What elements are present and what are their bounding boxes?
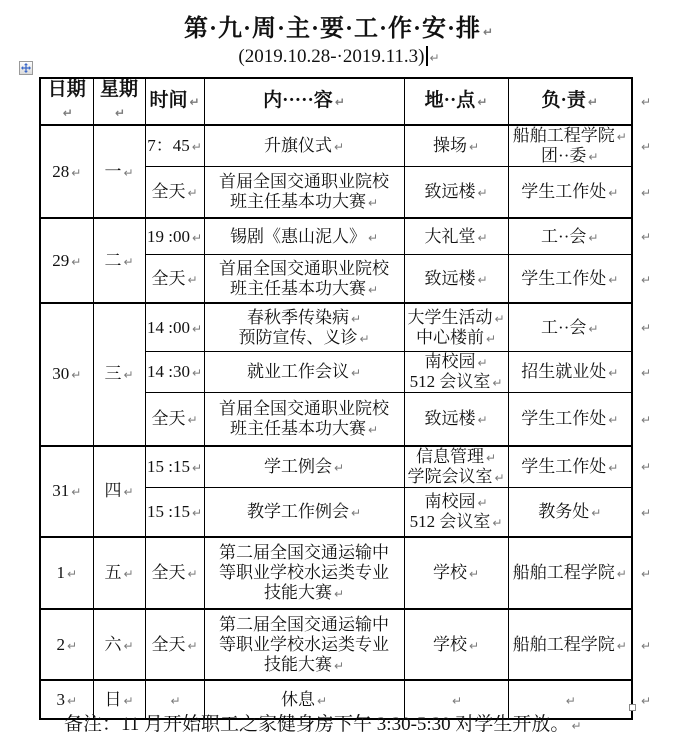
cell-owner[interactable]: 教务处 ↵ xyxy=(508,487,632,537)
header-cell-content[interactable]: 内·····容 ↵ xyxy=(204,78,404,125)
cell-weekday[interactable]: 二 ↵ xyxy=(93,218,145,303)
paragraph-end-mark: ↵ xyxy=(66,693,78,708)
cell-location[interactable]: 大礼堂 ↵ xyxy=(404,218,508,254)
cell-location[interactable]: 致远楼 ↵ xyxy=(404,166,508,218)
row-end-mark-cell xyxy=(632,125,676,167)
cell-content[interactable]: 教学工作例会 ↵ xyxy=(204,487,404,537)
paragraph-end-mark: ↵ xyxy=(641,321,652,336)
cell-owner[interactable]: 学生工作处 ↵ xyxy=(508,166,632,218)
cell-location[interactable]: 南校园 ↵ 512 会议室 ↵ xyxy=(404,351,508,392)
cell-owner[interactable]: 学生工作处 ↵ xyxy=(508,254,632,303)
paragraph-end-mark: ↵ xyxy=(191,365,203,380)
paragraph-end-mark: ↵ xyxy=(641,365,652,380)
cell-date[interactable]: 30 ↵ xyxy=(40,303,93,445)
paragraph-end-mark: ↵ xyxy=(485,450,497,465)
paragraph-end-mark: ↵ xyxy=(608,365,619,380)
paragraph-end-mark: ↵ xyxy=(71,368,82,383)
cell-time[interactable]: 15 :15 ↵ xyxy=(145,487,204,537)
cell-owner[interactable]: 工··会 ↵ xyxy=(508,303,632,351)
text-cursor xyxy=(426,46,428,66)
paragraph-end-mark: ↵ xyxy=(565,693,576,708)
cell-content[interactable]: 第二届全国交通运输中 等职业学校水运类专业 技能大赛 ↵ xyxy=(204,537,404,609)
cell-time[interactable]: 14 :30 ↵ xyxy=(145,351,204,392)
paragraph-end-mark: ↵ xyxy=(492,515,503,530)
paragraph-end-mark: ↵ xyxy=(477,495,488,510)
paragraph-end-mark: ↵ xyxy=(608,460,619,475)
cell-date[interactable]: 3 ↵ xyxy=(40,680,93,719)
paragraph-end-mark: ↵ xyxy=(477,230,488,245)
paragraph-end-mark: ↵ xyxy=(468,567,480,582)
cell-time[interactable]: 7：45 ↵ xyxy=(145,125,204,167)
document-subtitle[interactable] xyxy=(0,46,678,68)
cell-time[interactable]: 全天 ↵ xyxy=(145,254,204,303)
paragraph-end-mark: ↵ xyxy=(571,719,582,733)
cell-weekday[interactable]: 四 ↵ xyxy=(93,446,145,538)
paragraph-end-mark: ↵ xyxy=(608,186,619,201)
table-row xyxy=(40,125,676,167)
paragraph-end-mark: ↵ xyxy=(71,485,82,500)
table-row xyxy=(40,537,676,609)
row-end-mark-cell xyxy=(632,609,676,680)
cell-content[interactable]: 首届全国交通职业院校 班主任基本功大赛 ↵ xyxy=(204,166,404,218)
paragraph-end-mark: ↵ xyxy=(333,139,345,154)
paragraph-end-mark: ↵ xyxy=(123,368,134,383)
paragraph-end-mark: ↵ xyxy=(429,51,440,65)
paragraph-end-mark: ↵ xyxy=(468,638,480,653)
paragraph-end-mark: ↵ xyxy=(123,567,134,582)
paragraph-end-mark: ↵ xyxy=(494,470,505,485)
paragraph-end-mark: ↵ xyxy=(616,129,627,144)
cell-content[interactable]: 休息 ↵ xyxy=(204,680,404,719)
document-title[interactable] xyxy=(0,8,678,43)
header-cell-time[interactable]: 时间 ↵ xyxy=(145,78,204,125)
cell-owner[interactable]: 学生工作处 ↵ xyxy=(508,393,632,446)
paragraph-end-mark: ↵ xyxy=(616,638,627,653)
table-row xyxy=(40,218,676,254)
paragraph-end-mark: ↵ xyxy=(123,485,134,500)
paragraph-end-mark: ↵ xyxy=(641,638,652,653)
cell-owner[interactable]: 工··会 ↵ xyxy=(508,218,632,254)
paragraph-end-mark: ↵ xyxy=(333,460,345,475)
table-row xyxy=(40,446,676,488)
cell-location[interactable]: 致远楼 ↵ xyxy=(404,393,508,446)
paragraph-end-mark: ↵ xyxy=(191,321,203,336)
cell-time[interactable]: 19 :00 ↵ xyxy=(145,218,204,254)
cell-time[interactable]: 全天 ↵ xyxy=(145,537,204,609)
row-end-mark-cell xyxy=(632,680,676,719)
cell-owner[interactable]: 船舶工程学院 ↵ xyxy=(508,537,632,609)
cell-content[interactable]: 春秋季传染病 ↵ 预防宣传、义诊 ↵ xyxy=(204,303,404,351)
cell-time[interactable]: 15 :15 ↵ xyxy=(145,446,204,488)
cell-location[interactable]: 致远楼 ↵ xyxy=(404,254,508,303)
paragraph-end-mark: ↵ xyxy=(587,95,598,110)
paragraph-end-mark: ↵ xyxy=(71,254,82,269)
cell-time[interactable]: 14 :00 ↵ xyxy=(145,303,204,351)
paragraph-end-mark: ↵ xyxy=(482,25,495,39)
cell-owner[interactable]: 船舶工程学院 ↵ 团··委 ↵ xyxy=(508,125,632,167)
row-end-mark-cell xyxy=(632,166,676,218)
paragraph-end-mark: ↵ xyxy=(187,186,198,201)
paragraph-end-mark: ↵ xyxy=(451,693,463,708)
row-end-mark-cell xyxy=(632,446,676,488)
header-cell-location[interactable]: 地··点 ↵ xyxy=(404,78,508,125)
paragraph-end-mark: ↵ xyxy=(477,272,488,287)
paragraph-end-mark: ↵ xyxy=(494,311,505,326)
paragraph-end-mark: ↵ xyxy=(492,375,503,390)
table-resize-handle[interactable] xyxy=(629,704,636,711)
row-end-mark-cell xyxy=(632,254,676,303)
paragraph-end-mark: ↵ xyxy=(187,412,198,427)
paragraph-end-mark: ↵ xyxy=(477,95,488,110)
row-end-mark-cell xyxy=(632,218,676,254)
paragraph-end-mark: ↵ xyxy=(367,196,379,211)
cell-owner[interactable]: 学生工作处 ↵ xyxy=(508,446,632,488)
paragraph-end-mark: ↵ xyxy=(477,412,488,427)
paragraph-end-mark: ↵ xyxy=(367,422,379,437)
paragraph-end-mark: ↵ xyxy=(477,186,488,201)
header-row xyxy=(40,78,676,125)
row-end-mark-cell xyxy=(632,78,676,125)
paragraph-end-mark: ↵ xyxy=(191,460,203,475)
cell-time[interactable]: 全天 ↵ xyxy=(145,609,204,680)
cell-location[interactable]: 信息管理 ↵ 学院会议室 ↵ xyxy=(404,446,508,488)
paragraph-end-mark: ↵ xyxy=(641,272,652,287)
cell-time[interactable]: 全天 ↵ xyxy=(145,166,204,218)
paragraph-end-mark: ↵ xyxy=(123,693,134,708)
paragraph-end-mark: ↵ xyxy=(641,230,652,245)
cell-weekday[interactable]: 五 ↵ xyxy=(93,537,145,609)
paragraph-end-mark: ↵ xyxy=(170,693,181,708)
paragraph-end-mark: ↵ xyxy=(191,230,203,245)
paragraph-end-mark: ↵ xyxy=(66,567,78,582)
paragraph-end-mark: ↵ xyxy=(608,412,619,427)
table-row xyxy=(40,303,676,351)
header-cell-date[interactable]: 日期↵ xyxy=(40,78,93,125)
move-arrows-icon xyxy=(21,63,31,73)
header-cell-weekday[interactable]: 星期↵ xyxy=(93,78,145,125)
paragraph-end-mark: ↵ xyxy=(123,165,134,180)
cell-owner[interactable]: 招生就业处 ↵ xyxy=(508,351,632,392)
cell-content[interactable]: 升旗仪式 ↵ xyxy=(204,125,404,167)
paragraph-end-mark: ↵ xyxy=(187,567,198,582)
paragraph-end-mark: ↵ xyxy=(641,412,652,427)
cell-date[interactable]: 2 ↵ xyxy=(40,609,93,680)
cell-location[interactable]: 学校 ↵ xyxy=(404,537,508,609)
paragraph-end-mark: ↵ xyxy=(641,506,652,521)
paragraph-end-mark: ↵ xyxy=(114,106,126,121)
paragraph-end-mark: ↵ xyxy=(350,505,362,520)
paragraph-end-mark: ↵ xyxy=(71,165,82,180)
cell-time[interactable]: 全天 ↵ xyxy=(145,393,204,446)
title-text: 第·九·周·主·要·工·作·安·排 xyxy=(183,16,481,42)
paragraph-end-mark: ↵ xyxy=(616,567,627,582)
row-end-mark-cell xyxy=(632,351,676,392)
cell-content[interactable]: 就业工作会议 ↵ xyxy=(204,351,404,392)
table-row xyxy=(40,609,676,680)
cell-content[interactable]: 第二届全国交通运输中 等职业学校水运类专业 技能大赛 ↵ xyxy=(204,609,404,680)
cell-weekday[interactable]: 日 ↵ xyxy=(93,680,145,719)
paragraph-end-mark: ↵ xyxy=(66,638,78,653)
paragraph-end-mark: ↵ xyxy=(608,272,619,287)
paragraph-end-mark: ↵ xyxy=(485,331,497,346)
paragraph-end-mark: ↵ xyxy=(591,505,602,520)
paragraph-end-mark: ↵ xyxy=(641,460,652,475)
paragraph-end-mark: ↵ xyxy=(350,311,362,326)
cell-weekday[interactable]: 一 ↵ xyxy=(93,125,145,219)
paragraph-end-mark: ↵ xyxy=(641,95,652,110)
subtitle-text: (2019.10.28-·2019.11.3) xyxy=(238,46,425,67)
cell-location[interactable]: 大学生活动 ↵ 中心楼前 ↵ xyxy=(404,303,508,351)
paragraph-end-mark: ↵ xyxy=(123,638,134,653)
row-end-mark-cell xyxy=(632,303,676,351)
cell-weekday[interactable]: 三 ↵ xyxy=(93,303,145,445)
row-end-mark-cell xyxy=(632,487,676,537)
paragraph-end-mark: ↵ xyxy=(588,149,599,164)
paragraph-end-mark: ↵ xyxy=(641,693,652,708)
cell-location[interactable]: 南校园 ↵ 512 会议室 ↵ xyxy=(404,487,508,537)
row-end-mark-cell xyxy=(632,537,676,609)
paragraph-end-mark: ↵ xyxy=(189,95,200,110)
cell-content[interactable]: 学工例会 ↵ xyxy=(204,446,404,488)
paragraph-end-mark: ↵ xyxy=(588,230,599,245)
cell-date[interactable]: 29 ↵ xyxy=(40,218,93,303)
cell-content[interactable]: 锡剧《惠山泥人》 ↵ xyxy=(204,218,404,254)
schedule-table-body xyxy=(40,78,676,719)
paragraph-end-mark: ↵ xyxy=(316,693,328,708)
table-move-handle[interactable] xyxy=(19,61,33,75)
cell-location[interactable]: 学校 ↵ xyxy=(404,609,508,680)
paragraph-end-mark: ↵ xyxy=(187,638,198,653)
cell-weekday[interactable]: 六 ↵ xyxy=(93,609,145,680)
cell-date[interactable]: 1 ↵ xyxy=(40,537,93,609)
paragraph-end-mark: ↵ xyxy=(187,272,198,287)
cell-location[interactable]: 操场 ↵ xyxy=(404,125,508,167)
schedule-table xyxy=(39,77,677,720)
cell-content[interactable]: 首届全国交通职业院校 班主任基本功大赛 ↵ xyxy=(204,393,404,446)
paragraph-end-mark: ↵ xyxy=(641,139,652,154)
cell-content[interactable]: 首届全国交通职业院校 班主任基本功大赛 ↵ xyxy=(204,254,404,303)
cell-owner[interactable]: 船舶工程学院 ↵ xyxy=(508,609,632,680)
paragraph-end-mark: ↵ xyxy=(641,567,652,582)
paragraph-end-mark: ↵ xyxy=(367,282,379,297)
paragraph-end-mark: ↵ xyxy=(123,254,134,269)
paragraph-end-mark: ↵ xyxy=(359,331,370,346)
header-cell-owner[interactable]: 负·责 ↵ xyxy=(508,78,632,125)
paragraph-end-mark: ↵ xyxy=(334,95,345,110)
paragraph-end-mark: ↵ xyxy=(350,365,362,380)
paragraph-end-mark: ↵ xyxy=(477,355,488,370)
paragraph-end-mark: ↵ xyxy=(641,186,652,201)
cell-date[interactable]: 31 ↵ xyxy=(40,446,93,538)
row-end-mark-cell xyxy=(632,393,676,446)
paragraph-end-mark: ↵ xyxy=(367,230,379,245)
cell-date[interactable]: 28 ↵ xyxy=(40,125,93,219)
paragraph-end-mark: ↵ xyxy=(468,139,480,154)
paragraph-end-mark: ↵ xyxy=(191,139,202,154)
paragraph-end-mark: ↵ xyxy=(333,587,345,602)
note-text: 备注：11 月开始职工之家健身房下午 3:30-5:30 对学生开放。 xyxy=(64,714,570,735)
paragraph-end-mark: ↵ xyxy=(191,505,203,520)
paragraph-end-mark: ↵ xyxy=(333,658,345,673)
footer-note[interactable] xyxy=(64,709,582,736)
paragraph-end-mark: ↵ xyxy=(588,321,599,336)
paragraph-end-mark: ↵ xyxy=(62,106,73,121)
